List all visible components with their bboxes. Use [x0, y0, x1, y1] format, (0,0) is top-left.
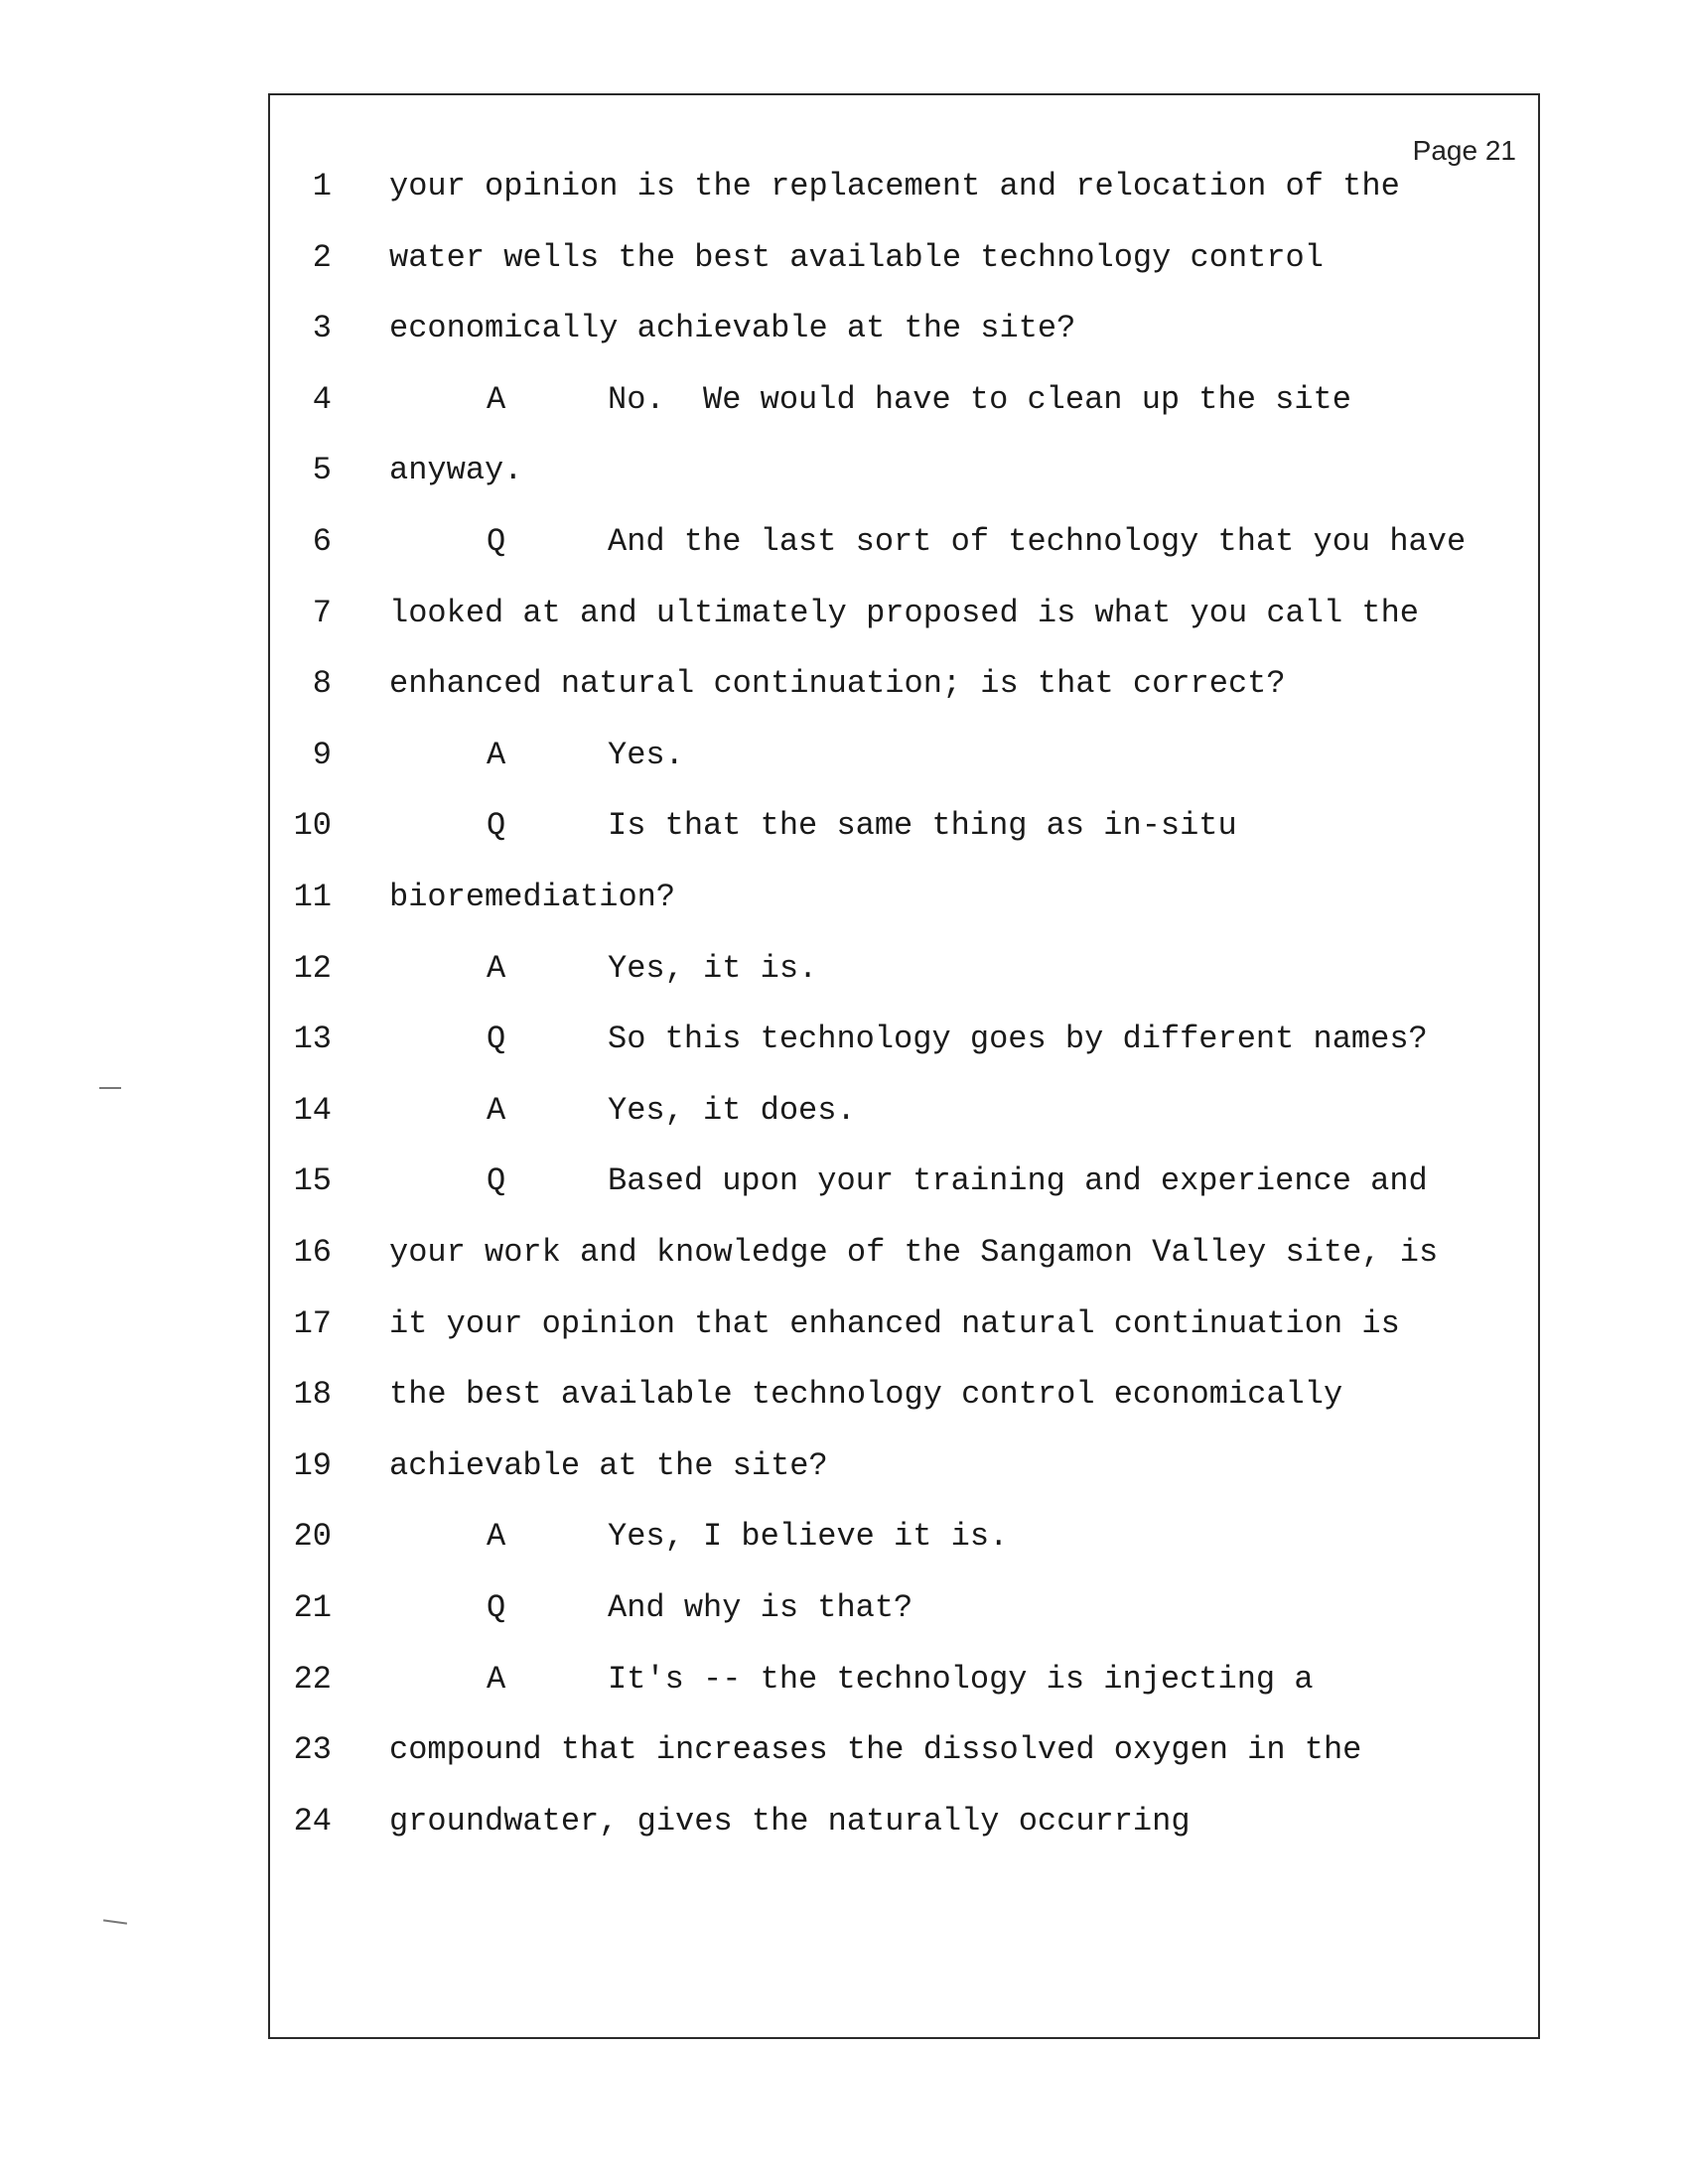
line-number: 23 [293, 1731, 332, 1769]
line-number: 24 [293, 1802, 332, 1840]
transcript-line [270, 309, 1538, 348]
line-text: enhanced natural continuation; is that correct? [389, 665, 1286, 703]
line-number: 11 [293, 879, 332, 915]
line-number: 4 [312, 380, 332, 418]
line-number: 19 [293, 1446, 332, 1484]
transcript-line [270, 1375, 1538, 1415]
line-number: 16 [293, 1234, 332, 1271]
line-text: achievable at the site? [389, 1446, 828, 1484]
line-text: Yes, it does. [608, 1091, 856, 1129]
line-text: Yes, it is. [608, 949, 818, 987]
line-text: So this technology goes by different names? [608, 1021, 1428, 1058]
transcript-line [270, 736, 1538, 775]
line-number: 21 [293, 1589, 332, 1626]
speaker-label: Q [487, 807, 506, 845]
line-text: And the last sort of technology that you have [608, 523, 1467, 560]
speaker-label: A [487, 1091, 506, 1129]
line-number: 17 [293, 1304, 332, 1342]
transcript-line [270, 878, 1538, 917]
line-number: 3 [312, 310, 332, 347]
transcript-line [270, 1730, 1538, 1770]
speaker-label: Q [487, 523, 506, 560]
line-text: Is that the same thing as in-situ [608, 807, 1237, 845]
transcript-line [270, 167, 1538, 206]
line-text: Based upon your training and experience and [608, 1162, 1428, 1200]
line-text: groundwater, gives the naturally occurring [389, 1802, 1191, 1840]
margin-scan-mark-lower [103, 1919, 127, 1924]
transcript-line [270, 949, 1538, 989]
transcript-line [270, 238, 1538, 278]
transcript-line [270, 806, 1538, 846]
line-text: economically achievable at the site? [389, 310, 1076, 347]
speaker-label: A [487, 1660, 506, 1698]
line-number: 5 [312, 452, 332, 489]
line-number: 22 [293, 1660, 332, 1698]
transcript-line [270, 1020, 1538, 1059]
line-number: 8 [312, 665, 332, 703]
line-number: 14 [293, 1091, 332, 1129]
transcript-line [270, 594, 1538, 633]
transcript-line [270, 1091, 1538, 1131]
line-text: Yes, I believe it is. [608, 1518, 1009, 1556]
line-text: your opinion is the replacement and relocation of the [389, 168, 1400, 205]
transcript-line [270, 1304, 1538, 1344]
transcript-line [270, 1802, 1538, 1842]
line-number: 6 [312, 523, 332, 560]
line-number: 9 [312, 736, 332, 773]
line-text: water wells the best available technology control [389, 238, 1324, 276]
speaker-label: Q [487, 1589, 506, 1626]
transcript-line [270, 1588, 1538, 1628]
line-number: 15 [293, 1162, 332, 1200]
page-number: Page 21 [1412, 135, 1516, 166]
speaker-label: A [487, 949, 506, 987]
speaker-label: A [487, 1518, 506, 1556]
transcript-line [270, 1161, 1538, 1201]
speaker-label: Q [487, 1162, 506, 1200]
line-number: 20 [293, 1518, 332, 1556]
line-number: 7 [312, 594, 332, 631]
line-text: bioremediation? [389, 879, 676, 915]
transcript-page [268, 93, 1540, 2039]
line-text: the best available technology control economically [389, 1376, 1343, 1414]
speaker-label: A [487, 380, 506, 418]
line-text: it your opinion that enhanced natural continuation is [389, 1304, 1400, 1342]
transcript-line [270, 1517, 1538, 1557]
line-text: It's -- the technology is injecting a [608, 1660, 1314, 1698]
transcript-line [270, 1660, 1538, 1700]
line-number: 12 [293, 949, 332, 987]
transcript-line [270, 380, 1538, 420]
transcript-line [270, 664, 1538, 704]
transcript-line [270, 451, 1538, 490]
line-number: 13 [293, 1021, 332, 1058]
line-number: 18 [293, 1376, 332, 1414]
speaker-label: A [487, 736, 506, 773]
line-text: looked at and ultimately proposed is what you call the [389, 594, 1419, 631]
transcript-line [270, 1233, 1538, 1273]
line-text: anyway. [389, 452, 523, 489]
line-text: No. We would have to clean up the site [608, 380, 1351, 418]
line-number: 10 [293, 807, 332, 845]
transcript-line [270, 522, 1538, 562]
margin-scan-mark-upper [99, 1087, 121, 1089]
line-text: Yes. [608, 736, 684, 773]
line-text: your work and knowledge of the Sangamon Valley site, is [389, 1234, 1439, 1271]
line-text: And why is that? [608, 1589, 913, 1626]
line-text: compound that increases the dissolved oxygen in the [389, 1731, 1362, 1769]
line-number: 1 [312, 168, 332, 205]
transcript-line [270, 1446, 1538, 1486]
speaker-label: Q [487, 1021, 506, 1058]
line-number: 2 [312, 238, 332, 276]
